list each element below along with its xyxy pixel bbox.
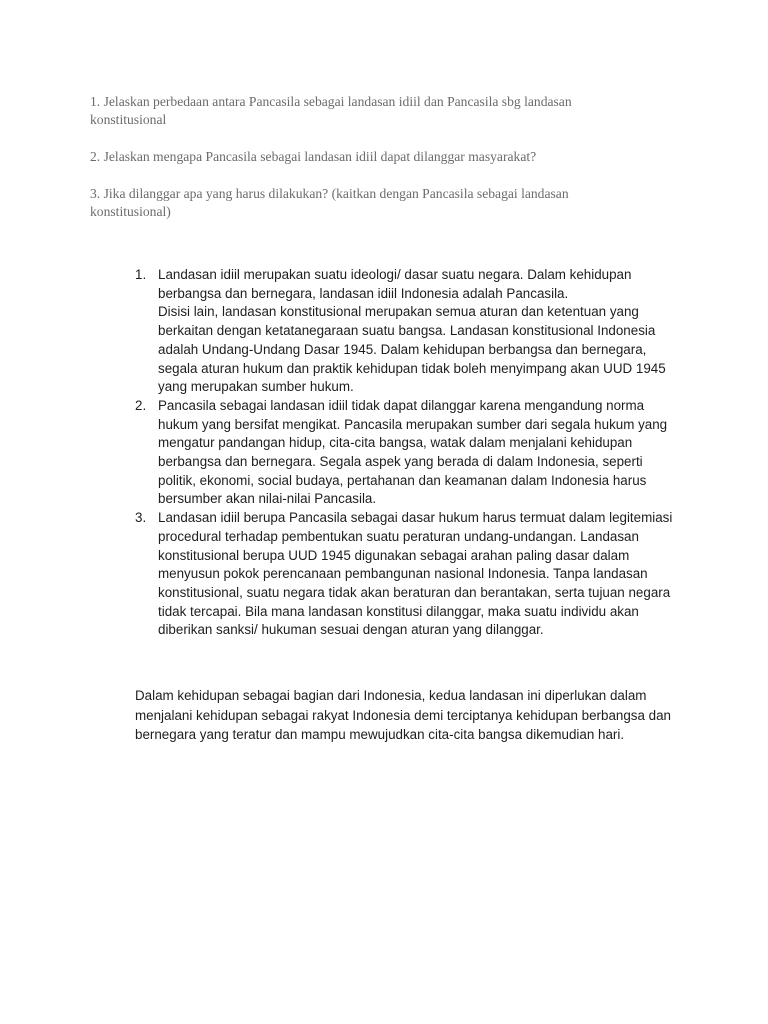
answer-text: Pancasila sebagai landasan idiil tidak dapat dilanggar karena mengandung norma hukum yang bersifat mengikat. Pancasila merupakan sumber dari segala hukum yang mengatur pandangan hidup, cita-cita bangsa, watak dalam menjalani kehidupan berbangsa dan bernegara. Segala aspek yang berada di dalam Indonesia, seperti politik, ekonomi, social budaya, pertahanan dan keamanan dalam Indonesia harus bersumber akan nilai-nilai Pancasila. [158,397,668,507]
answer-number: 3. [135,510,147,526]
question-3: 3. Jika dilanggar apa yang harus dilakukan? (kaitkan dengan Pancasila sebagai landasan konstitusional) [90,186,569,219]
answer-item-3 [135,509,680,640]
answer-text: Landasan idiil merupakan suatu ideologi/ dasar suatu negara. Dalam kehidupan berbangsa dan bernegara, landasan idiil Indonesia adalah Pancasila. [158,267,632,301]
question-1: 1. Jelaskan perbedaan antara Pancasila sebagai landasan idiil dan Pancasila sbg landasan konstitusional [90,94,572,127]
question-list [90,93,650,240]
answer-text: Landasan idiil berupa Pancasila sebagai dasar hukum harus termuat dalam legitemiasi procedural terhadap pembentukan suatu peraturan undang-undangan. Landasan konstitusional berupa UUD 1945 digunakan sebagai arahan paling dasar dalam menyusun pokok perencanaan pembangunan nasional Indonesia. Tanpa landasan konstitusional, suatu negara tidak akan beraturan dan berantakan, serta tujuan negara tidak tercapai. Bila mana landasan konstitusi dilanggar, maka suatu individu akan diberikan sanksi/ hukuman sesuai dengan aturan yang dilanggar. [158,510,673,638]
answer-item-2 [135,397,680,509]
question-2: 2. Jelaskan mengapa Pancasila sebagai landasan idiil dapat dilanggar masyarakat? [90,149,537,164]
answer-item-1 [135,266,680,397]
answer-number: 2. [135,397,147,413]
answer-list [135,266,680,640]
conclusion-paragraph: Dalam kehidupan sebagai bagian dari Indonesia, kedua landasan ini diperlukan dalam menjalani kehidupan sebagai rakyat Indonesia demi terciptanya kehidupan berbangsa dan bernegara yang teratur dan mampu mewujudkan cita-cita bangsa dikemudian hari. [135,688,671,742]
answer-number: 1. [135,267,147,282]
answer-text-continued: Disisi lain, landasan konstitusional merupakan semua aturan dan ketentuan yang berkaitan dengan ketatanegaraan suatu bangsa. Landasan konstitusional Indonesia adalah Undang-Undang Dasar 1945. Dalam kehidupan berbangsa dan bernegara, segala aturan hukum dan praktik kehidupan tidak boleh menyimpang akan UUD 1945 yang merupakan sumber hukum. [158,304,666,395]
